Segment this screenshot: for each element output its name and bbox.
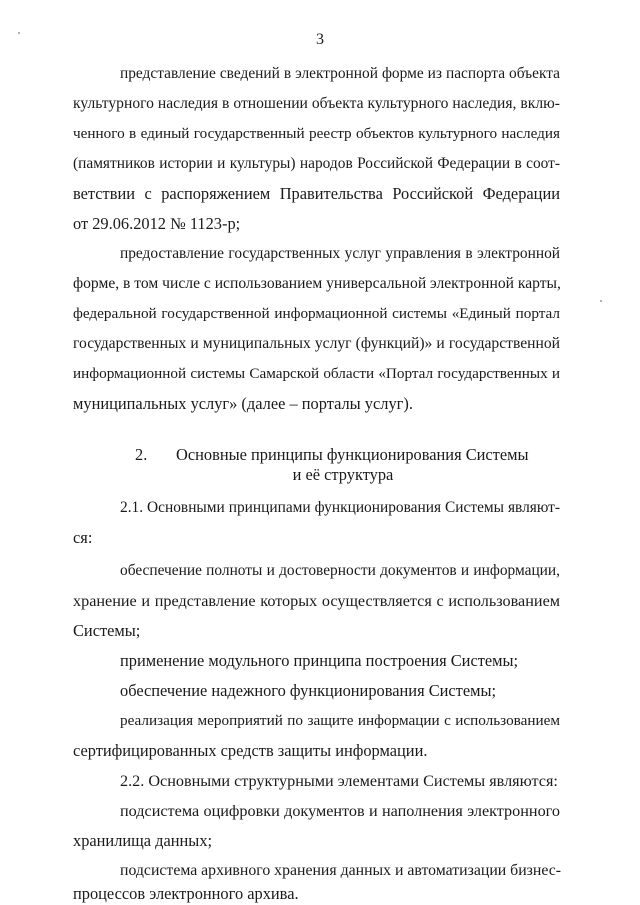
paragraph-line: обеспечение полноты и достоверности документов и информации, <box>120 562 560 579</box>
paragraph-line: хранение и представление которых осуществляется с использованием <box>73 592 560 610</box>
paragraph-line: 2.2. Основными структурными элементами Системы являются: <box>120 772 558 790</box>
paragraph-line: ся: <box>73 528 93 547</box>
page-number: 3 <box>316 31 324 48</box>
scan-speck <box>18 32 20 34</box>
paragraph-line: предоставление государственных услуг управления в электронной <box>120 245 560 262</box>
paragraph-line: реализация мероприятий по защите информации с использованием <box>120 712 560 729</box>
paragraph-line: форме, в том числе с использованием универсальной электронной карты, <box>73 275 561 292</box>
paragraph-line: муниципальных услуг» (далее – порталы услуг). <box>73 394 413 413</box>
paragraph-line: культурного наследия в отношении объекта культурного наследия, вклю- <box>73 95 560 112</box>
paragraph-line: информационной системы Самарской области «Портал государственных и <box>73 365 560 382</box>
paragraph-line: Системы; <box>73 621 141 640</box>
paragraph-line: 2.1. Основными принципами функционирования Системы являют- <box>120 499 560 516</box>
section-title-continued: и её структура <box>292 465 394 484</box>
paragraph-line: применение модульного принципа построения Системы; <box>120 651 519 670</box>
paragraph-line: (памятников истории и культуры) народов Российской Федерации в соот- <box>73 155 560 172</box>
paragraph-line: сертифицированных средств защиты информации. <box>73 741 428 760</box>
paragraph-line: процессов электронного архива. <box>73 884 299 903</box>
paragraph-line: ченного в единый государственный реестр объектов культурного наследия <box>73 125 560 142</box>
scan-speck <box>600 300 602 302</box>
section-title: Основные принципы функционирования Системы <box>176 445 529 464</box>
paragraph-line: ветствии с распоряжением Правительства Российской Федерации <box>73 184 560 203</box>
paragraph-line: от 29.06.2012 № 1123-р; <box>73 214 241 233</box>
paragraph-line: хранилища данных; <box>73 831 213 850</box>
paragraph-line: подсистема оцифровки документов и наполнения электронного <box>120 802 560 820</box>
paragraph-line: федеральной государственной информационной системы «Единый портал <box>73 305 560 322</box>
section-number: 2. <box>135 445 148 464</box>
paragraph-line: обеспечение надежного функционирования Системы; <box>120 681 497 700</box>
paragraph-line: представление сведений в электронной форме из паспорта объекта <box>120 65 560 82</box>
paragraph-line: государственных и муниципальных услуг (функций)» и государственной <box>73 335 560 352</box>
paragraph-line: подсистема архивного хранения данных и автоматизации бизнес- <box>120 862 562 879</box>
